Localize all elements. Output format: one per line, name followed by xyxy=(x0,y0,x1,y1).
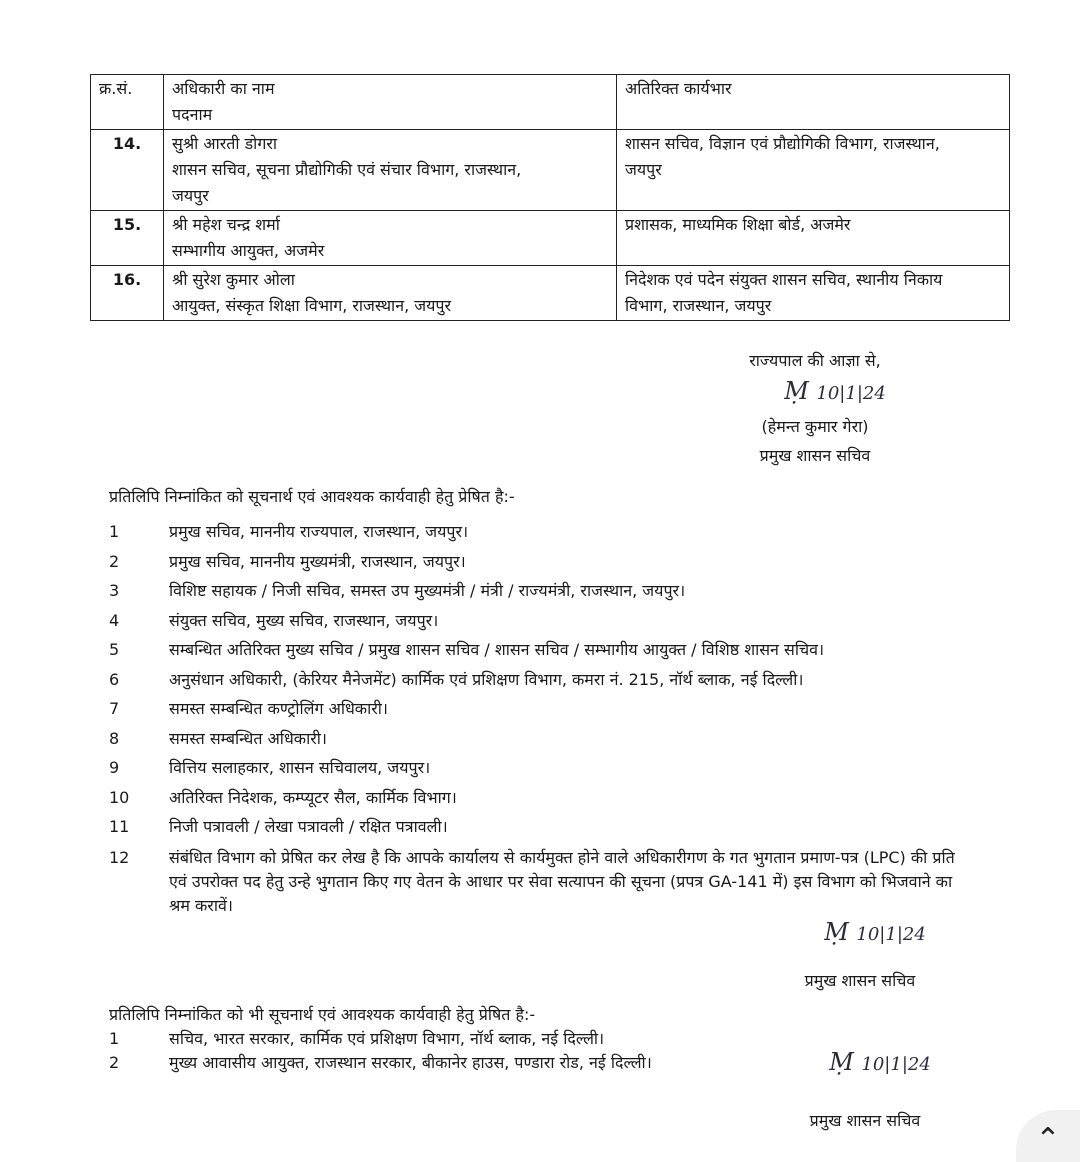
item-number: 8 xyxy=(109,728,120,748)
table-row xyxy=(91,211,1010,266)
charge-text: जयपुर xyxy=(625,160,662,179)
officer-designation: शासन सचिव, सूचना प्रौद्योगिकी एवं संचार विभाग, राजस्थान, xyxy=(172,160,522,179)
signature-date: 10|1|24 xyxy=(816,383,886,404)
item-text: निजी पत्रावली / लेखा पत्रावली / रक्षित पत्रावली। xyxy=(169,817,448,836)
item-text: संयुक्त सचिव, मुख्य सचिव, राजस्थान, जयपुर। xyxy=(169,610,439,630)
item-text: सचिव, भारत सरकार, कार्मिक एवं प्रशिक्षण विभाग, नॉर्थ ब्लाक, नई दिल्ली। xyxy=(169,1029,605,1048)
item-number: 10 xyxy=(109,787,130,807)
header-designation-label: पदनाम xyxy=(172,105,213,124)
header-name-label: अधिकारी का नाम xyxy=(172,79,275,98)
officer-name: श्री महेश चन्द्र शर्मा xyxy=(172,215,280,234)
charge-text: विभाग, राजस्थान, जयपुर xyxy=(625,296,772,315)
item-number: 1 xyxy=(109,1029,120,1048)
signatory-title: प्रमुख शासन सचिव xyxy=(809,1111,921,1130)
item-text: समस्त सम्बन्धित अधिकारी। xyxy=(169,728,327,748)
item-text: संबंधित विभाग को प्रेषित कर लेख है कि आपके कार्यालय से कार्यमुक्त होने वाले अधिकारीगण के गत भुगतान प्रमाण-पत्र (LPC) की प्रति एवं उपरोक्त पद हेतु उन्हे भुगतान किए गए वेतन के आधार पर सेवा सत्यापन की सूचना (प्रपत्र GA-141 में) इस विभाग को भिजवाने का श्रम करावें। xyxy=(169,847,955,915)
list-item xyxy=(109,724,1029,754)
item-text: प्रमुख सचिव, माननीय राज्यपाल, राजस्थान, जयपुर। xyxy=(169,522,469,541)
row-charge xyxy=(617,211,1010,266)
list-item xyxy=(109,576,1029,606)
officer-name: सुश्री आरती डोगरा xyxy=(172,134,278,153)
signature-date: 10|1|24 xyxy=(861,1054,931,1075)
signature-date: 10|1|24 xyxy=(856,924,926,945)
row-charge xyxy=(617,266,1010,321)
handwritten-signature: Ṃ 10|1|24 xyxy=(824,918,926,946)
header-serial: क्र.सं. xyxy=(91,75,164,130)
list-item xyxy=(109,846,1029,918)
officer-designation: आयुक्त, संस्कृत शिक्षा विभाग, राजस्थान, जयपुर xyxy=(172,296,452,315)
charge-text: निदेशक एवं पदेन संयुक्त शासन सचिव, स्थानीय निकाय xyxy=(625,270,943,289)
row-officer xyxy=(164,266,617,321)
officer-designation: सम्भागीय आयुक्त, अजमेर xyxy=(172,241,325,260)
item-text: अतिरिक्त निदेशक, कम्प्यूटर सैल, कार्मिक विभाग। xyxy=(169,787,457,807)
list-item xyxy=(109,812,1029,842)
item-number: 6 xyxy=(109,669,120,689)
copy-heading: प्रतिलिपि निम्नांकित को सूचनार्थ एवं आवश्यक कार्यवाही हेतु प्रेषित है:- xyxy=(109,487,515,506)
list-item xyxy=(109,606,1029,636)
signatory-title: प्रमुख शासन सचिव xyxy=(759,446,871,465)
item-text: वित्तिय सलाहकार, शासन सचिवालय, जयपुर। xyxy=(169,758,431,777)
list-item xyxy=(109,753,1029,783)
copy1-signature-block xyxy=(780,912,940,995)
item-number: 5 xyxy=(109,640,120,659)
signatory-title: प्रमुख शासन सचिव xyxy=(804,971,916,990)
item-text: सम्बन्धित अतिरिक्त मुख्य सचिव / प्रमुख शासन सचिव / शासन सचिव / सम्भागीय आयुक्त / विशिष्ठ शासन सचिव। xyxy=(169,640,825,659)
item-text: समस्त सम्बन्धित कण्ट्रोलिंग अधिकारी। xyxy=(169,699,388,718)
row-officer xyxy=(164,130,617,211)
item-number: 12 xyxy=(109,847,130,867)
item-number: 1 xyxy=(109,522,120,541)
list-item xyxy=(109,547,1029,577)
signatory-name: (हेमन्त कुमार गेरा) xyxy=(761,417,869,436)
authority-line: राज्यपाल की आज्ञा से, xyxy=(749,351,881,370)
officer-name: श्री सुरेश कुमार ओला xyxy=(172,270,295,289)
list-item xyxy=(109,694,1029,724)
item-text: प्रमुख सचिव, माननीय मुख्यमंत्री, राजस्थान, जयपुर। xyxy=(169,551,466,571)
item-number: 9 xyxy=(109,758,120,777)
list-item xyxy=(109,635,1029,665)
item-number: 7 xyxy=(109,699,120,718)
handwritten-signature: Ṃ 10|1|24 xyxy=(784,377,886,405)
item-text: अनुसंधान अधिकारी, (केरियर मैनेजमेंट) कार्मिक एवं प्रशिक्षण विभाग, कमरा नं. 215, नॉर्थ ब्लाक, नई दिल्ली। xyxy=(169,669,804,689)
officer-charge-table xyxy=(90,74,1010,321)
copy-list xyxy=(109,517,1029,918)
item-text: विशिष्ट सहायक / निजी सचिव, समस्त उप मुख्यमंत्री / मंत्री / राज्यमंत्री, राजस्थान, जयपुर। xyxy=(169,581,686,600)
charge-text: प्रशासक, माध्यमिक शिक्षा बोर्ड, अजमेर xyxy=(625,215,851,234)
scroll-to-top-button[interactable] xyxy=(1016,1110,1080,1162)
copy2-signature-block xyxy=(790,1040,940,1135)
chevron-up-icon: ⌃ xyxy=(1035,1121,1061,1157)
item-number: 2 xyxy=(109,1053,120,1072)
table-header-row xyxy=(91,75,1010,130)
row-officer xyxy=(164,211,617,266)
item-number: 4 xyxy=(109,610,120,630)
row-serial: 14. xyxy=(91,130,164,211)
item-number: 11 xyxy=(109,817,130,836)
header-additional-charge: अतिरिक्त कार्यभार xyxy=(617,75,1010,130)
header-name-designation xyxy=(164,75,617,130)
list-item xyxy=(109,783,1029,813)
handwritten-signature: Ṃ 10|1|24 xyxy=(829,1048,931,1076)
list-item xyxy=(109,665,1029,695)
item-number: 2 xyxy=(109,551,120,571)
charge-text: शासन सचिव, विज्ञान एवं प्रौद्योगिकी विभाग, राजस्थान, xyxy=(625,134,940,153)
copy-heading: प्रतिलिपि निम्नांकित को भी सूचनार्थ एवं आवश्यक कार्यवाही हेतु प्रेषित है:- xyxy=(109,1005,536,1024)
table-row xyxy=(91,130,1010,211)
order-signature-block xyxy=(720,348,910,471)
table-row xyxy=(91,266,1010,321)
list-item xyxy=(109,517,1029,547)
item-text: मुख्य आवासीय आयुक्त, राजस्थान सरकार, बीकानेर हाउस, पण्डारा रोड, नई दिल्ली। xyxy=(169,1053,652,1072)
item-number: 3 xyxy=(109,581,120,600)
row-serial: 15. xyxy=(91,211,164,266)
officer-designation: जयपुर xyxy=(172,186,209,205)
row-charge xyxy=(617,130,1010,211)
row-serial: 16. xyxy=(91,266,164,321)
